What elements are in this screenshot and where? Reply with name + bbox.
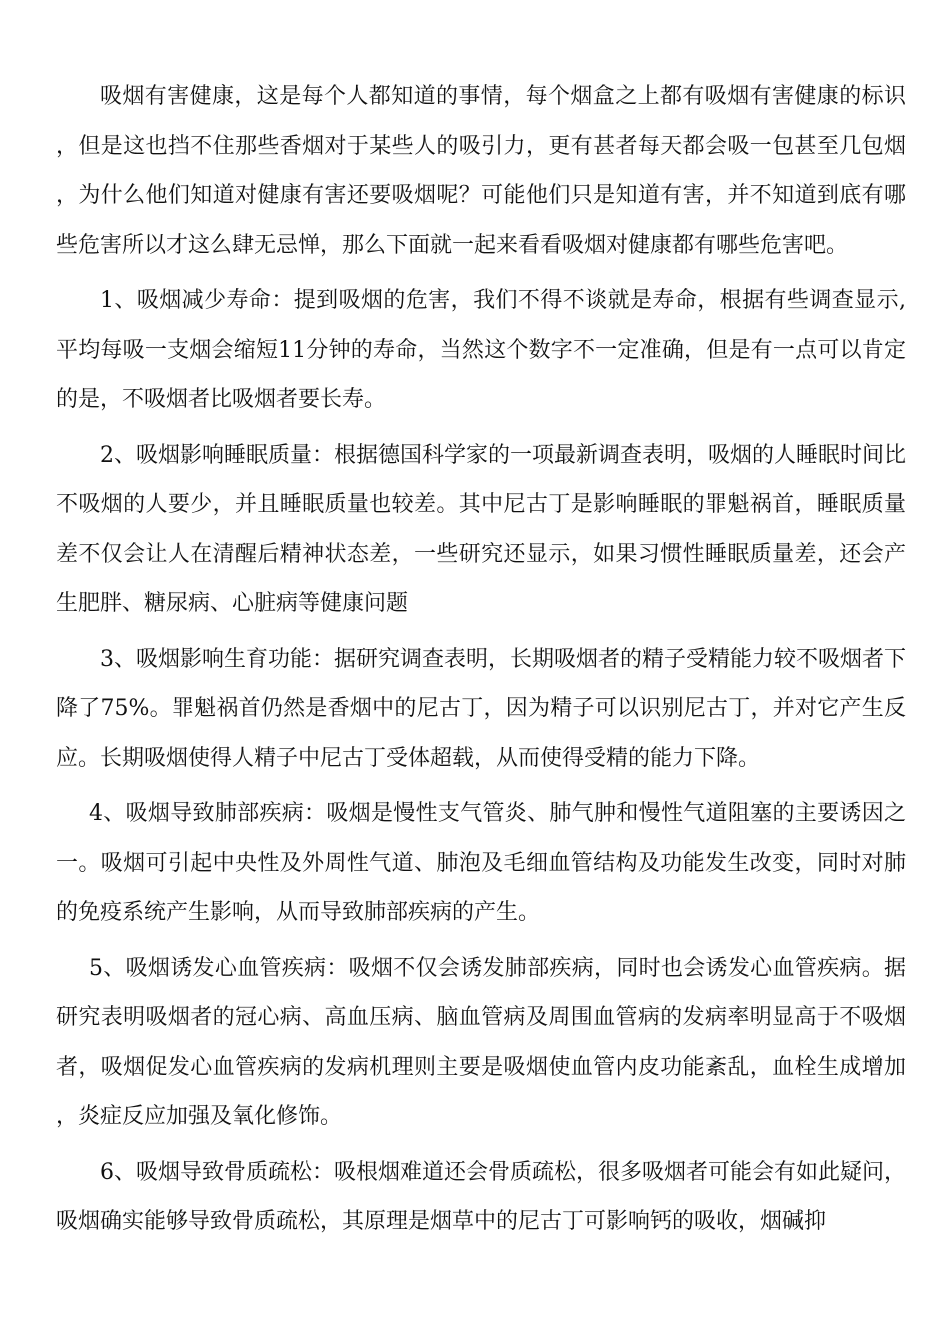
- intro-paragraph: 吸烟有害健康，这是每个人都知道的事情，每个烟盒之上都有吸烟有害健康的标识，但是这也挡不住那些香烟对于某些人的吸引力，更有甚者每天都会吸一包甚至几包烟，为什么他们知道对健康有害还要吸烟呢？可能他们只是知道有害，并不知道到底有哪些危害所以才这么肆无忌惮，那么下面就一起来看看吸烟对健康都有哪些危害吧。: [56, 84, 906, 258]
- paragraph-osteoporosis: 6、吸烟导致骨质疏松：吸根烟难道还会骨质疏松，很多吸烟者可能会有如此疑问，吸烟确实能够导致骨质疏松，其原理是烟草中的尼古丁可影响钙的吸收，烟碱抑: [56, 1159, 906, 1234]
- paragraph-cardiovascular: 5、吸烟诱发心血管疾病：吸烟不仅会诱发肺部疾病，同时也会诱发心血管疾病。据研究表明吸烟者的冠心病、高血压病、脑血管病及周围血管病的发病率明显高于不吸烟者，吸烟促发心血管疾病的发病机理则主要是吸烟使血管内皮功能紊乱，血栓生成增加，炎症反应加强及氧化修饰。: [56, 955, 906, 1129]
- paragraph-fertility: 3、吸烟影响生育功能：据研究调查表明，长期吸烟者的精子受精能力较不吸烟者下降了75%。罪魁祸首仍然是香烟中的尼古丁，因为精子可以识别尼古丁，并对它产生反应。长期吸烟使得人精子中尼古丁受体超载，从而使得受精的能力下降。: [56, 646, 906, 771]
- paragraph-lung-disease: 4、吸烟导致肺部疾病：吸烟是慢性支气管炎、肺气肿和慢性气道阻塞的主要诱因之一。吸烟可引起中央性及外周性气道、肺泡及毛细血管结构及功能发生改变，同时对肺的免疫系统产生影响，从而导致肺部疾病的产生。: [56, 801, 906, 925]
- paragraph-sleep: 2、吸烟影响睡眠质量：根据德国科学家的一项最新调查表明，吸烟的人睡眠时间比不吸烟的人要少，并且睡眠质量也较差。其中尼古丁是影响睡眠的罪魁祸首，睡眠质量差不仅会让人在清醒后精神状态差，一些研究还显示，如果习惯性睡眠质量差，还会产生肥胖、糖尿病、心脏病等健康问题: [56, 442, 906, 616]
- document-body: [56, 72, 906, 1253]
- paragraph-lifespan: 1、吸烟减少寿命：提到吸烟的危害，我们不得不谈就是寿命，根据有些调查显示,平均每吸一支烟会缩短11分钟的寿命，当然这个数字不一定准确，但是有一点可以肯定的是，不吸烟者比吸烟者要长寿。: [56, 288, 906, 412]
